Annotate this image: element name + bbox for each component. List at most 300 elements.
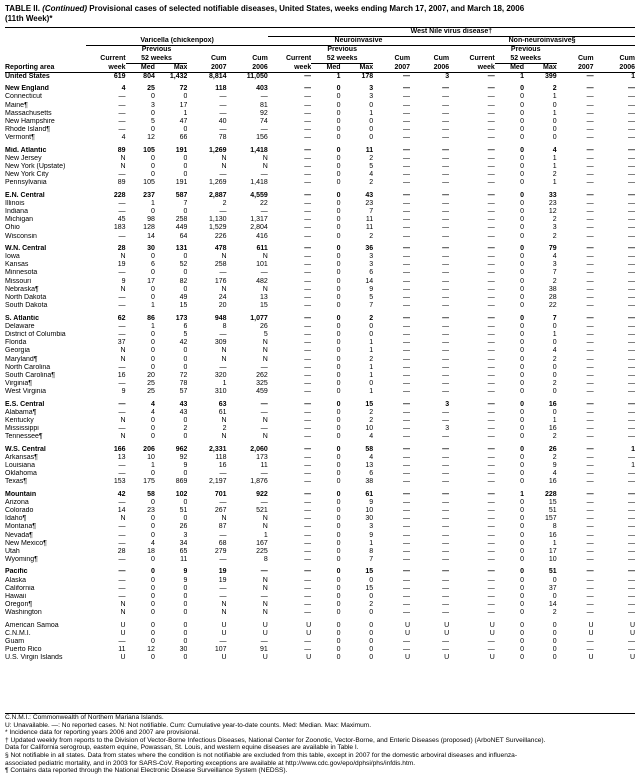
table-cell: 0 [552, 408, 557, 416]
table-cell: 0 [520, 523, 525, 531]
header-52-weeks: 52 weeks [495, 55, 557, 64]
table-cell: N [262, 515, 268, 523]
table-cell: — [586, 363, 594, 371]
table-cell: — [403, 118, 411, 126]
table-cell: — [403, 416, 411, 424]
table-cell: 14 [365, 277, 374, 285]
reporting-area-label: Arizona [5, 498, 29, 506]
table-cell: — [487, 523, 495, 531]
table-cell: N [120, 515, 126, 523]
reporting-area-label: Alabama¶ [5, 408, 37, 416]
table-cell: — [487, 118, 495, 126]
table-row [5, 593, 635, 601]
table-cell: N [120, 163, 126, 171]
table-cell: 1 [552, 330, 557, 338]
table-cell: 0 [150, 93, 155, 101]
table-cell: 0 [520, 638, 525, 646]
table-cell: — [442, 244, 450, 252]
table-cell: 0 [369, 101, 374, 109]
table-row [5, 253, 635, 261]
table-cell: 57 [179, 388, 188, 396]
table-cell: — [586, 568, 594, 576]
table-cell: U [404, 654, 411, 662]
reporting-area-label: Puerto Rico [5, 646, 42, 654]
header-2007: 2007 [577, 63, 594, 71]
table-cell: — [403, 515, 411, 523]
table-cell: 72 [179, 85, 188, 93]
table-cell: — [442, 498, 450, 506]
table-cell: — [487, 208, 495, 216]
table-cell: 51 [548, 568, 557, 576]
reporting-area-label: Vermont¶ [5, 134, 35, 142]
table-cell: 0 [520, 408, 525, 416]
table-cell: 0 [520, 531, 525, 539]
table-cell: 449 [175, 224, 188, 232]
table-cell: 68 [218, 539, 227, 547]
table-cell: — [442, 134, 450, 142]
table-cell: 1 [520, 490, 525, 498]
table-cell: — [442, 109, 450, 117]
table-row [5, 499, 635, 507]
table-row [5, 331, 635, 339]
table-cell: — [628, 154, 635, 162]
table-cell: — [487, 171, 495, 179]
table-cell: — [260, 171, 268, 179]
table-cell: U [120, 629, 126, 637]
table-cell: — [487, 85, 495, 93]
table-cell: 0 [552, 371, 557, 379]
table-cell: 0 [520, 232, 525, 240]
table-cell: 0 [552, 134, 557, 142]
table-cell: 26 [548, 445, 557, 453]
table-cell: — [442, 556, 450, 564]
table-cell: — [487, 453, 495, 461]
table-cell: 13 [365, 461, 374, 469]
table-cell: N [120, 253, 126, 261]
table-cell: 19 [117, 261, 126, 269]
table-row [5, 163, 635, 171]
table-cell: 0 [369, 330, 374, 338]
table-cell: 0 [336, 388, 341, 396]
table-cell: — [586, 523, 594, 531]
header-previous: Previous [510, 46, 541, 54]
table-cell: — [628, 109, 635, 117]
table-cell: — [586, 646, 594, 654]
table-cell: — [403, 261, 411, 269]
table-cell: — [586, 261, 594, 269]
table-row [5, 388, 635, 396]
table-cell: — [304, 584, 312, 592]
table-cell: 2 [222, 425, 227, 433]
table-cell: — [219, 93, 227, 101]
table-cell: — [403, 568, 411, 576]
table-cell: N [262, 285, 268, 293]
table-cell: — [487, 355, 495, 363]
table-cell: — [628, 576, 635, 584]
table-cell: 5 [263, 330, 268, 338]
table-cell: 14 [147, 232, 155, 240]
table-cell: 1,317 [250, 216, 268, 224]
table-cell: 5 [183, 330, 188, 338]
table-cell: 0 [520, 208, 525, 216]
table-cell: — [628, 638, 635, 646]
table-cell: 176 [214, 277, 227, 285]
table-row [5, 102, 635, 110]
table-cell: — [442, 523, 450, 531]
table-cell: 30 [365, 515, 374, 523]
table-cell: — [487, 347, 495, 355]
table-cell: — [442, 146, 450, 154]
table-cell: 183 [113, 224, 126, 232]
header-med: Med [140, 63, 155, 71]
table-cell: — [487, 179, 495, 187]
table-cell: — [487, 199, 495, 207]
table-cell: 0 [150, 601, 155, 609]
header-2006: 2006 [433, 63, 450, 71]
table-cell: — [586, 408, 594, 416]
table-cell: U [262, 654, 268, 662]
table-cell: 0 [369, 126, 374, 134]
table-cell: — [442, 269, 450, 277]
table-cell: 5 [369, 294, 374, 302]
reporting-area-label: Idaho¶ [5, 515, 27, 523]
table-cell: 0 [336, 322, 341, 330]
table-cell: — [586, 199, 594, 207]
table-cell: — [442, 584, 450, 592]
table-cell: — [118, 363, 126, 371]
table-cell: 101 [256, 261, 268, 269]
table-cell: 4 [150, 408, 155, 416]
table-cell: 0 [369, 134, 374, 142]
table-cell: 0 [150, 638, 155, 646]
table-cell: — [442, 515, 450, 523]
table-cell: 166 [113, 445, 126, 453]
table-row [5, 126, 635, 134]
table-cell: — [304, 531, 312, 539]
table-cell: — [403, 85, 411, 93]
table-cell: — [628, 433, 635, 441]
table-cell: 0 [336, 584, 341, 592]
table-cell: 279 [214, 547, 227, 555]
table-cell: 0 [336, 646, 341, 654]
table-cell: 7 [183, 199, 188, 207]
header-2007: 2007 [210, 63, 227, 71]
table-cell: 1 [631, 461, 635, 469]
table-cell: 0 [150, 285, 155, 293]
table-cell: 0 [150, 498, 155, 506]
table-cell: 0 [336, 294, 341, 302]
table-cell: — [487, 244, 495, 252]
table-cell: — [442, 199, 450, 207]
table-row [5, 147, 635, 155]
table-cell: — [304, 347, 312, 355]
table-cell: — [628, 93, 635, 101]
table-row [5, 233, 635, 241]
table-cell: 2,060 [250, 445, 268, 453]
table-cell: — [442, 646, 450, 654]
table-cell: — [304, 400, 312, 408]
table-row [5, 323, 635, 331]
table-cell: — [487, 109, 495, 117]
header-med: Med [326, 63, 341, 71]
table-cell: 118 [215, 453, 227, 461]
table-cell: 0 [520, 109, 525, 117]
table-cell: 267 [214, 506, 227, 514]
table-cell: 320 [214, 371, 227, 379]
reporting-area-label: S. Atlantic [5, 314, 39, 322]
table-cell: 34 [179, 539, 188, 547]
table-cell: — [487, 601, 495, 609]
table-cell: — [403, 224, 411, 232]
table-cell: U [489, 654, 495, 662]
table-cell: 58 [147, 490, 155, 498]
table-cell: 0 [150, 470, 155, 478]
table-cell: 0 [520, 593, 525, 600]
table-cell: — [442, 416, 450, 424]
table-cell: — [586, 253, 594, 261]
table-cell: — [403, 199, 411, 207]
table-cell: — [628, 523, 635, 531]
table-cell: — [586, 371, 594, 379]
table-cell: 0 [183, 355, 188, 363]
table-row [5, 585, 635, 593]
reporting-area-label: American Samoa [5, 621, 59, 629]
table-cell: — [219, 171, 227, 179]
table-cell: 8 [263, 556, 268, 564]
table-cell: 399 [544, 73, 557, 81]
table-cell: — [118, 498, 126, 506]
table-cell: 0 [552, 339, 557, 347]
table-cell: — [487, 515, 495, 523]
table-cell: — [487, 322, 495, 330]
table-cell: 0 [520, 216, 525, 224]
table-cell: — [118, 470, 126, 478]
footnote-line: U: Unavailable. —: No reported cases. N: Not notifiable. Cum: Cumulative year-to-date counts. Med: Median. Max: Maximum. [5, 721, 372, 729]
table-cell: — [628, 330, 635, 338]
table-cell: — [628, 314, 635, 322]
table-cell: — [442, 154, 450, 162]
table-cell: — [304, 261, 312, 269]
table-cell: — [586, 224, 594, 232]
table-cell: — [403, 179, 411, 187]
table-row [5, 294, 635, 302]
table-cell: 0 [336, 154, 341, 162]
table-cell: — [118, 584, 126, 592]
table-cell: — [118, 330, 126, 338]
table-cell: 0 [150, 523, 155, 531]
table-cell: — [403, 609, 411, 617]
table-cell: — [219, 584, 227, 592]
table-cell: 0 [150, 654, 155, 662]
table-cell: — [118, 576, 126, 584]
table-cell: 16 [548, 531, 557, 539]
table-cell: 2,331 [209, 445, 227, 453]
table-cell: — [586, 314, 594, 322]
table-cell: 225 [256, 547, 268, 555]
table-cell: — [487, 261, 495, 269]
table-cell: — [304, 601, 312, 609]
table-cell: — [403, 400, 411, 408]
table-cell: — [586, 425, 594, 433]
table-cell: 23 [548, 199, 557, 207]
table-cell: — [442, 302, 450, 310]
table-cell: N [221, 154, 227, 162]
table-cell: — [487, 506, 495, 514]
table-row [5, 192, 635, 200]
table-cell: 1 [552, 539, 557, 547]
footnote-line: associated pediatric mortality, and in 2003 for SARS-CoV. Reporting exceptions are available at http://www.cdc.gov/epo/dphsi/phs/infdis.htm. [5, 759, 416, 767]
table-row [5, 523, 635, 531]
table-cell: 0 [520, 576, 525, 584]
table-cell: — [442, 339, 450, 347]
table-cell: 0 [336, 568, 341, 576]
table-cell: — [403, 547, 411, 555]
table-cell: 5 [369, 163, 374, 171]
reporting-area-label: United States [5, 73, 50, 81]
table-cell: 1 [552, 179, 557, 187]
table-cell: 15 [179, 302, 188, 310]
table-cell: 118 [215, 85, 227, 93]
table-cell: — [403, 294, 411, 302]
header-med: Med [510, 63, 525, 71]
table-cell: — [304, 101, 312, 109]
table-cell: — [628, 101, 635, 109]
table-cell: 403 [256, 85, 268, 93]
table-cell: — [442, 470, 450, 478]
reporting-area-label: Hawaii [5, 593, 27, 600]
table-cell: 25 [147, 85, 155, 93]
table-cell: 0 [520, 302, 525, 310]
table-cell: 0 [150, 363, 155, 371]
header-52-weeks: 52 weeks [311, 55, 373, 64]
table-cell: N [221, 609, 227, 617]
table-cell: 9 [369, 531, 374, 539]
table-cell: 28 [117, 244, 126, 252]
reporting-area-label: Kentucky [5, 416, 34, 424]
table-cell: — [586, 445, 594, 453]
table-cell: 0 [336, 400, 341, 408]
table-cell: 6 [369, 470, 374, 478]
table-cell: 0 [520, 400, 525, 408]
table-cell: 16 [548, 478, 557, 486]
table-cell: 2 [552, 277, 557, 285]
table-cell: 0 [552, 654, 557, 662]
table-cell: 1,418 [250, 179, 268, 187]
table-cell: — [628, 531, 635, 539]
table-cell: — [628, 646, 635, 654]
table-cell: 6 [369, 269, 374, 277]
table-cell: 8 [369, 547, 374, 555]
table-cell: — [487, 134, 495, 142]
table-cell: 0 [520, 269, 525, 277]
table-cell: — [628, 85, 635, 93]
table-cell: N [262, 355, 268, 363]
table-cell: 40 [218, 118, 227, 126]
table-cell: — [403, 302, 411, 310]
reporting-area-label: Maryland¶ [5, 355, 38, 363]
reporting-area-label: Delaware [5, 322, 35, 330]
table-cell: 105 [143, 179, 155, 187]
table-cell: N [262, 339, 268, 347]
table-cell: — [304, 646, 312, 654]
table-row [5, 532, 635, 540]
table-cell: 14 [117, 506, 126, 514]
table-cell: — [628, 371, 635, 379]
table-cell: — [403, 339, 411, 347]
table-cell: 58 [365, 445, 374, 453]
reporting-area-label: Connecticut [5, 93, 42, 101]
table-cell: — [487, 425, 495, 433]
table-cell: — [403, 146, 411, 154]
table-cell: 4 [121, 85, 126, 93]
table-cell: 1 [369, 109, 374, 117]
table-cell: 0 [336, 118, 341, 126]
table-cell: 30 [147, 244, 155, 252]
table-cell: — [219, 330, 227, 338]
table-cell: 0 [520, 515, 525, 523]
table-cell: — [628, 568, 635, 576]
reporting-area-label: Mid. Atlantic [5, 146, 47, 154]
table-cell: 51 [179, 506, 188, 514]
table-cell: N [221, 433, 227, 441]
table-cell: — [304, 73, 312, 81]
table-cell: — [219, 470, 227, 478]
table-cell: — [118, 556, 126, 564]
table-cell: — [442, 224, 450, 232]
table-cell: — [304, 547, 312, 555]
table-cell: 0 [520, 380, 525, 388]
table-cell: — [219, 498, 227, 506]
title-text: Provisional cases of selected notifiable diseases, United States, weeks ending March 17, 2007, and March 18, 2006 [87, 4, 525, 13]
table-cell: 4 [369, 453, 374, 461]
table-cell: 2 [552, 216, 557, 224]
reporting-area-label: W.S. Central [5, 445, 46, 453]
table-row [5, 372, 635, 380]
table-cell: 3 [369, 93, 374, 101]
table-cell: 6 [150, 261, 155, 269]
table-cell: — [487, 253, 495, 261]
table-cell: 178 [361, 73, 374, 81]
reporting-area-label: Nevada¶ [5, 531, 33, 539]
reporting-area-label: Washington [5, 609, 42, 617]
table-cell: 0 [336, 638, 341, 646]
table-cell: — [487, 330, 495, 338]
table-cell: — [487, 154, 495, 162]
table-cell: — [260, 568, 268, 576]
table-cell: 13 [117, 453, 126, 461]
reporting-area-label: E.N. Central [5, 191, 45, 199]
table-cell: — [586, 470, 594, 478]
table-cell: — [487, 216, 495, 224]
table-cell: 0 [520, 261, 525, 269]
table-cell: U [306, 621, 312, 629]
table-cell: — [628, 453, 635, 461]
table-cell: 4,559 [250, 191, 268, 199]
table-cell: — [487, 93, 495, 101]
footnote-line: † Updated weekly from reports to the Division of Vector-Borne Infectious Diseases, National Center for Zoonotic, Vector-Borne, and Enteric Diseases (proposed) (ArboNET Surveillance). [5, 736, 546, 744]
table-cell: — [304, 593, 312, 600]
table-cell: 0 [336, 277, 341, 285]
reporting-area-label: Massachusetts [5, 109, 52, 117]
table-cell: 0 [183, 269, 188, 277]
table-cell: — [403, 539, 411, 547]
table-cell: — [586, 93, 594, 101]
table-cell: 0 [520, 445, 525, 453]
header-reporting-area: Reporting area [5, 63, 55, 71]
table-cell: — [304, 269, 312, 277]
reporting-area-label: Indiana [5, 208, 28, 216]
reporting-area-label: Illinois [5, 199, 25, 207]
